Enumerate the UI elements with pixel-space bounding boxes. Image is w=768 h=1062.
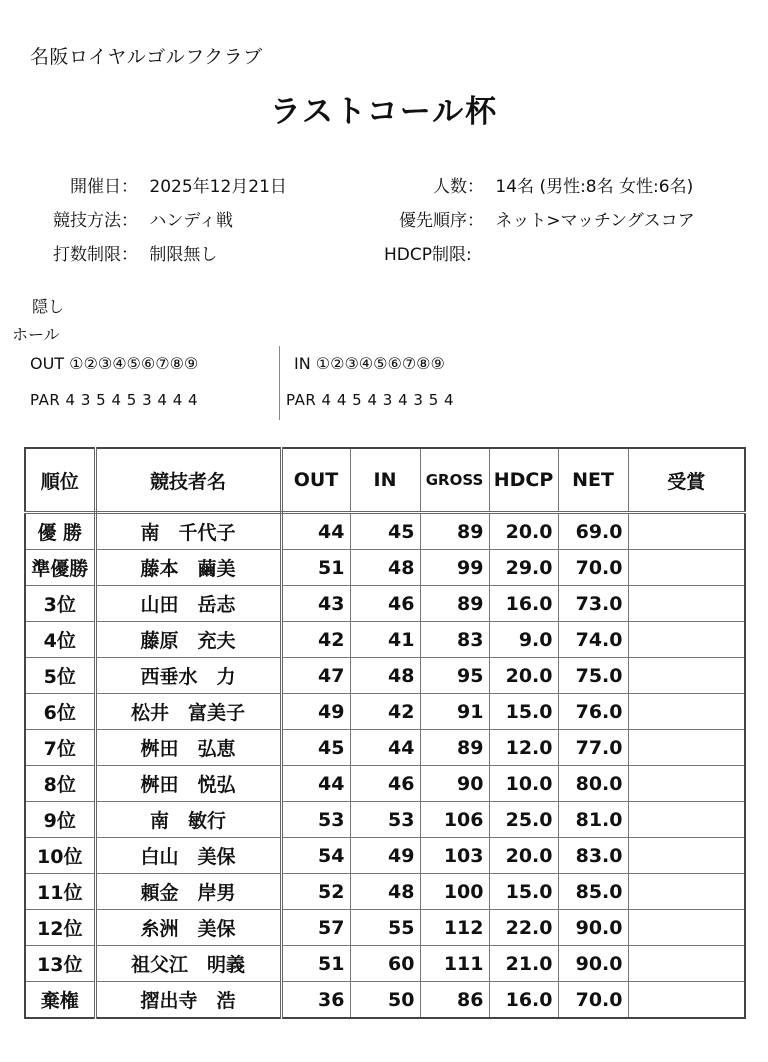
gross-cell: 91 [420, 694, 489, 730]
award-cell [628, 550, 745, 586]
net-cell: 74.0 [558, 622, 628, 658]
out-cell: 42 [281, 622, 350, 658]
gross-cell: 89 [420, 513, 489, 550]
hidden-holes-label-2: ホール [12, 325, 60, 344]
name-cell: 藤原 充夫 [95, 622, 281, 658]
name-cell: 南 千代子 [95, 513, 281, 550]
priority-value: ネット>マッチングスコア [495, 211, 695, 231]
header-gross: GROSS [420, 448, 489, 513]
award-cell [628, 946, 745, 982]
out-cell: 51 [281, 550, 350, 586]
name-cell: 山田 岳志 [95, 586, 281, 622]
page-title: ラストコール杯 [269, 94, 499, 130]
header-hdcp: HDCP [489, 448, 558, 513]
out-cell: 49 [281, 694, 350, 730]
header-name: 競技者名 [95, 448, 281, 513]
table-row [25, 622, 745, 658]
in-par-row: PAR 4 4 5 4 3 4 3 5 4 [286, 391, 455, 409]
in-cell: 45 [350, 513, 420, 550]
out-cell: 57 [281, 910, 350, 946]
hdcp-cell: 22.0 [489, 910, 558, 946]
net-cell: 73.0 [558, 586, 628, 622]
gross-cell: 95 [420, 658, 489, 694]
in-cell: 48 [350, 658, 420, 694]
out-par-row: PAR 4 3 5 4 5 3 4 4 4 [30, 391, 199, 409]
gross-cell: 83 [420, 622, 489, 658]
rank-cell: 13位 [25, 946, 95, 982]
rank-cell: 8位 [25, 766, 95, 802]
info-count [384, 172, 693, 197]
name-cell: 糸洲 美保 [95, 910, 281, 946]
header-award: 受賞 [628, 448, 745, 513]
hdcp-cell: 20.0 [489, 658, 558, 694]
gross-cell: 112 [420, 910, 489, 946]
table-row [25, 874, 745, 910]
count-value: 14名 (男性:8名 女性:6名) [495, 177, 694, 197]
net-cell: 85.0 [558, 874, 628, 910]
in-cell: 41 [350, 622, 420, 658]
rank-cell: 優 勝 [25, 513, 95, 550]
in-cell: 53 [350, 802, 420, 838]
name-cell: 南 敏行 [95, 802, 281, 838]
name-cell: 頼金 岸男 [95, 874, 281, 910]
results-table [24, 447, 746, 1019]
award-cell [628, 910, 745, 946]
rank-cell: 10位 [25, 838, 95, 874]
rank-cell: 12位 [25, 910, 95, 946]
hdcp-cell: 15.0 [489, 694, 558, 730]
table-row [25, 730, 745, 766]
award-cell [628, 874, 745, 910]
hdcp-cell: 25.0 [489, 802, 558, 838]
hdcp-label: HDCP制限: [384, 245, 472, 265]
rank-cell: 6位 [25, 694, 95, 730]
hdcp-cell: 15.0 [489, 874, 558, 910]
rank-cell: 11位 [25, 874, 95, 910]
date-label: 開催日： [70, 177, 138, 197]
info-method [28, 206, 233, 231]
award-cell [628, 586, 745, 622]
award-cell [628, 838, 745, 874]
in-cell: 50 [350, 982, 420, 1019]
out-cell: 52 [281, 874, 350, 910]
info-date [28, 172, 287, 197]
net-cell: 90.0 [558, 910, 628, 946]
method-label: 競技方法： [53, 211, 138, 231]
strokes-label: 打数制限： [53, 245, 138, 265]
table-row [25, 586, 745, 622]
rank-cell: 7位 [25, 730, 95, 766]
strokes-value: 制限無し [149, 245, 218, 265]
hdcp-cell: 16.0 [489, 586, 558, 622]
table-row [25, 910, 745, 946]
table-row [25, 694, 745, 730]
net-cell: 76.0 [558, 694, 628, 730]
hdcp-cell: 12.0 [489, 730, 558, 766]
header-rank: 順位 [25, 448, 95, 513]
name-cell: 松井 富美子 [95, 694, 281, 730]
table-row [25, 946, 745, 982]
in-cell: 48 [350, 874, 420, 910]
table-row [25, 550, 745, 586]
out-cell: 53 [281, 802, 350, 838]
rank-cell: 準優勝 [25, 550, 95, 586]
in-holes-row: IN ①②③④⑤⑥⑦⑧⑨ [294, 354, 445, 373]
table-row [25, 658, 745, 694]
name-cell: 西垂水 力 [95, 658, 281, 694]
table-row [25, 982, 745, 1019]
hdcp-cell: 20.0 [489, 838, 558, 874]
hdcp-cell: 29.0 [489, 550, 558, 586]
gross-cell: 99 [420, 550, 489, 586]
in-cell: 46 [350, 766, 420, 802]
gross-cell: 90 [420, 766, 489, 802]
rank-cell: 5位 [25, 658, 95, 694]
name-cell: 藤本 繭美 [95, 550, 281, 586]
out-cell: 43 [281, 586, 350, 622]
club-name: 名阪ロイヤルゴルフクラブ [30, 46, 263, 68]
in-cell: 44 [350, 730, 420, 766]
net-cell: 80.0 [558, 766, 628, 802]
header-out: OUT [281, 448, 350, 513]
date-value: 2025年12月21日 [149, 177, 287, 197]
net-cell: 70.0 [558, 982, 628, 1019]
out-cell: 51 [281, 946, 350, 982]
gross-cell: 111 [420, 946, 489, 982]
priority-label: 優先順序： [399, 211, 484, 231]
table-row [25, 766, 745, 802]
out-cell: 45 [281, 730, 350, 766]
name-cell: 摺出寺 浩 [95, 982, 281, 1019]
table-row [25, 802, 745, 838]
gross-cell: 106 [420, 802, 489, 838]
award-cell [628, 694, 745, 730]
in-cell: 55 [350, 910, 420, 946]
in-cell: 60 [350, 946, 420, 982]
hdcp-cell: 10.0 [489, 766, 558, 802]
hdcp-cell: 20.0 [489, 513, 558, 550]
award-cell [628, 802, 745, 838]
info-hdcp [384, 240, 472, 265]
net-cell: 81.0 [558, 802, 628, 838]
name-cell: 桝田 弘恵 [95, 730, 281, 766]
method-value: ハンディ戦 [149, 211, 234, 231]
award-cell [628, 982, 745, 1019]
out-cell: 36 [281, 982, 350, 1019]
rank-cell: 9位 [25, 802, 95, 838]
header-net: NET [558, 448, 628, 513]
holes-divider [279, 346, 280, 420]
hidden-holes-label-1: 隠し [32, 297, 65, 316]
net-cell: 77.0 [558, 730, 628, 766]
rank-cell: 4位 [25, 622, 95, 658]
name-cell: 祖父江 明義 [95, 946, 281, 982]
in-cell: 42 [350, 694, 420, 730]
header-in: IN [350, 448, 420, 513]
in-cell: 46 [350, 586, 420, 622]
award-cell [628, 658, 745, 694]
net-cell: 70.0 [558, 550, 628, 586]
in-cell: 48 [350, 550, 420, 586]
net-cell: 75.0 [558, 658, 628, 694]
gross-cell: 89 [420, 730, 489, 766]
out-holes-row: OUT ①②③④⑤⑥⑦⑧⑨ [30, 354, 199, 373]
gross-cell: 103 [420, 838, 489, 874]
net-cell: 90.0 [558, 946, 628, 982]
table-row [25, 838, 745, 874]
award-cell [628, 730, 745, 766]
out-cell: 47 [281, 658, 350, 694]
award-cell [628, 513, 745, 550]
hdcp-cell: 16.0 [489, 982, 558, 1019]
gross-cell: 89 [420, 586, 489, 622]
hdcp-cell: 21.0 [489, 946, 558, 982]
name-cell: 桝田 悦弘 [95, 766, 281, 802]
info-strokes [28, 240, 217, 265]
out-cell: 44 [281, 766, 350, 802]
table-row [25, 513, 745, 550]
in-cell: 49 [350, 838, 420, 874]
count-label: 人数： [433, 177, 484, 197]
table-header-row [25, 448, 745, 513]
name-cell: 白山 美保 [95, 838, 281, 874]
net-cell: 83.0 [558, 838, 628, 874]
award-cell [628, 622, 745, 658]
net-cell: 69.0 [558, 513, 628, 550]
out-cell: 54 [281, 838, 350, 874]
rank-cell: 3位 [25, 586, 95, 622]
out-cell: 44 [281, 513, 350, 550]
hdcp-cell: 9.0 [489, 622, 558, 658]
gross-cell: 86 [420, 982, 489, 1019]
award-cell [628, 766, 745, 802]
rank-cell: 棄権 [25, 982, 95, 1019]
info-priority [384, 206, 695, 231]
gross-cell: 100 [420, 874, 489, 910]
